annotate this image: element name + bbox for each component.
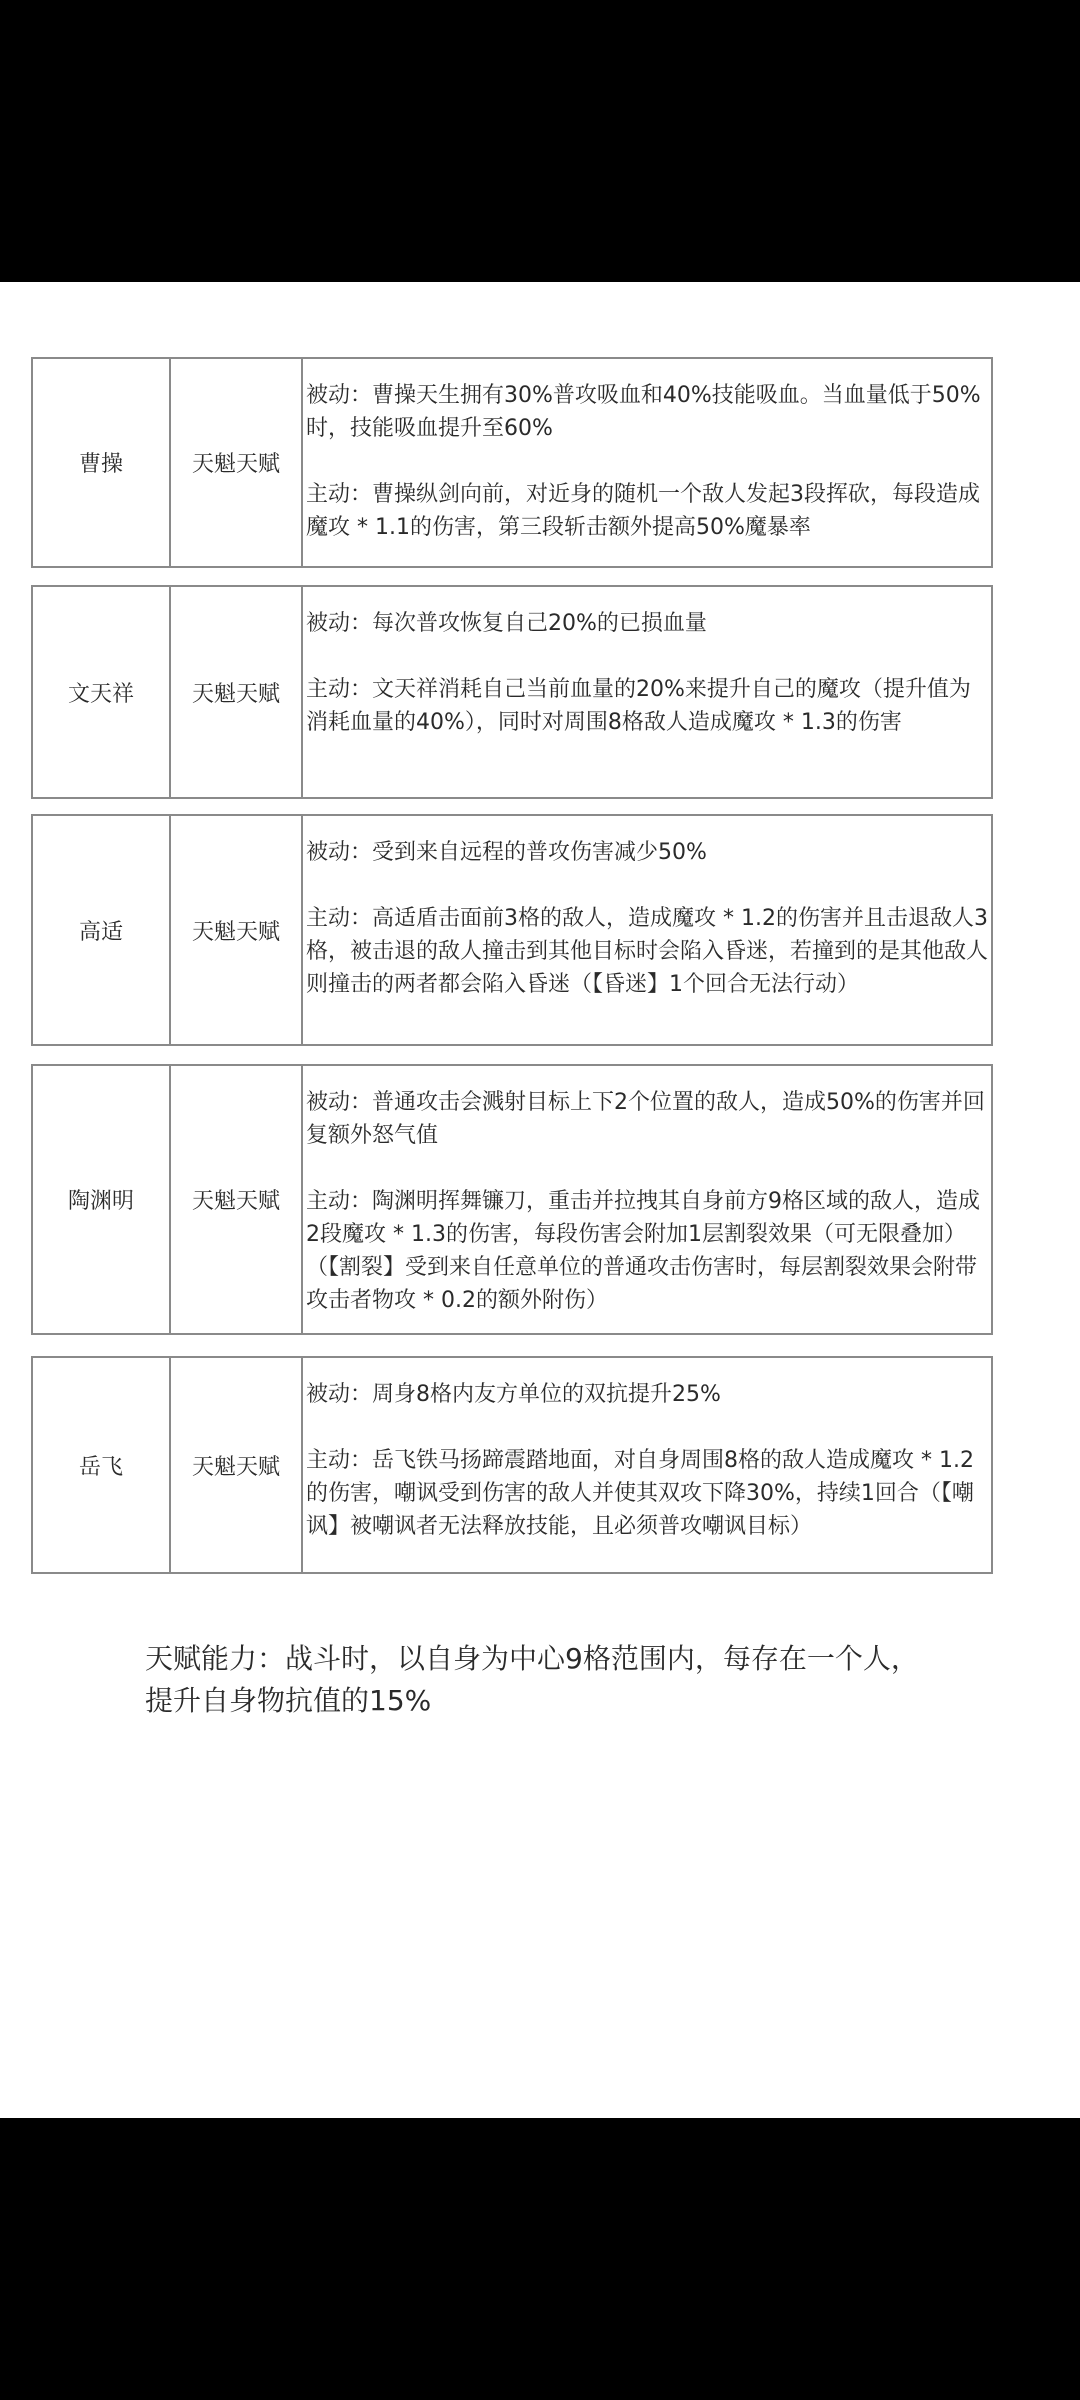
hero-entry-gaoshi	[31, 814, 993, 1046]
hero-description	[303, 1358, 991, 1572]
passive-text: 被动：曹操天生拥有30%普攻吸血和40%技能吸血。当血量低于50%时，技能吸血提升至60%	[306, 383, 981, 441]
hero-name: 文天祥	[33, 587, 171, 797]
talent-type: 天魁天赋	[171, 1066, 303, 1333]
passive-text: 被动：周身8格内友方单位的双抗提升25%	[306, 1382, 721, 1407]
hero-description	[303, 816, 991, 1044]
hero-name: 高适	[33, 816, 171, 1044]
active-text: 主动：文天祥消耗自己当前血量的20%来提升自己的魔攻（提升值为消耗血量的40%），同时对周围8格敌人造成魔攻 * 1.3的伤害	[306, 677, 971, 735]
hero-description	[303, 1066, 991, 1333]
active-text: 主动：高适盾击面前3格的敌人，造成魔攻 * 1.2的伤害并且击退敌人3格，被击退的敌人撞击到其他目标时会陷入昏迷，若撞到的是其他敌人则撞击的两者都会陷入昏迷（【昏迷】1个回合无法行动）	[306, 906, 989, 997]
talent-type: 天魁天赋	[171, 1358, 303, 1572]
hero-entry-yuefei	[31, 1356, 993, 1574]
hero-description	[303, 587, 991, 797]
active-text: 主动：岳飞铁马扬蹄震踏地面，对自身周围8格的敌人造成魔攻 * 1.2的伤害，嘲讽受到伤害的敌人并使其双攻下降30%，持续1回合（【嘲讽】被嘲讽者无法释放技能，且必须普攻嘲讽目标）	[306, 1448, 974, 1539]
hero-description	[303, 359, 991, 566]
hero-name: 曹操	[33, 359, 171, 566]
passive-text: 被动：受到来自远程的普攻伤害减少50%	[306, 840, 707, 865]
talent-ability-text: 天赋能力：战斗时，以自身为中心9格范围内，每存在一个人，提升自身物抗值的15%	[145, 1642, 919, 1717]
active-text: 主动：陶渊明挥舞镰刀，重击并拉拽其自身前方9格区域的敌人，造成2段魔攻 * 1.3的伤害，每段伤害会附加1层割裂效果（可无限叠加）（【割裂】受到来自任意单位的普通攻击伤害时，每层割裂效果会附带攻击者物攻 * 0.2的额外附伤）	[306, 1189, 980, 1313]
active-text: 主动：曹操纵剑向前，对近身的随机一个敌人发起3段挥砍，每段造成魔攻 * 1.1的伤害，第三段斩击额外提高50%魔暴率	[306, 482, 980, 540]
hero-name: 岳飞	[33, 1358, 171, 1572]
hero-entry-wentianxiang	[31, 585, 993, 799]
hero-name: 陶渊明	[33, 1066, 171, 1333]
talent-type: 天魁天赋	[171, 587, 303, 797]
document-page	[0, 282, 1080, 2118]
passive-text: 被动：普通攻击会溅射目标上下2个位置的敌人，造成50%的伤害并回复额外怒气值	[306, 1090, 985, 1148]
talent-type: 天魁天赋	[171, 816, 303, 1044]
hero-entry-taoyuanming	[31, 1064, 993, 1335]
hero-entry-caocao	[31, 357, 993, 568]
passive-text: 被动：每次普攻恢复自己20%的已损血量	[306, 611, 707, 636]
talent-type: 天魁天赋	[171, 359, 303, 566]
